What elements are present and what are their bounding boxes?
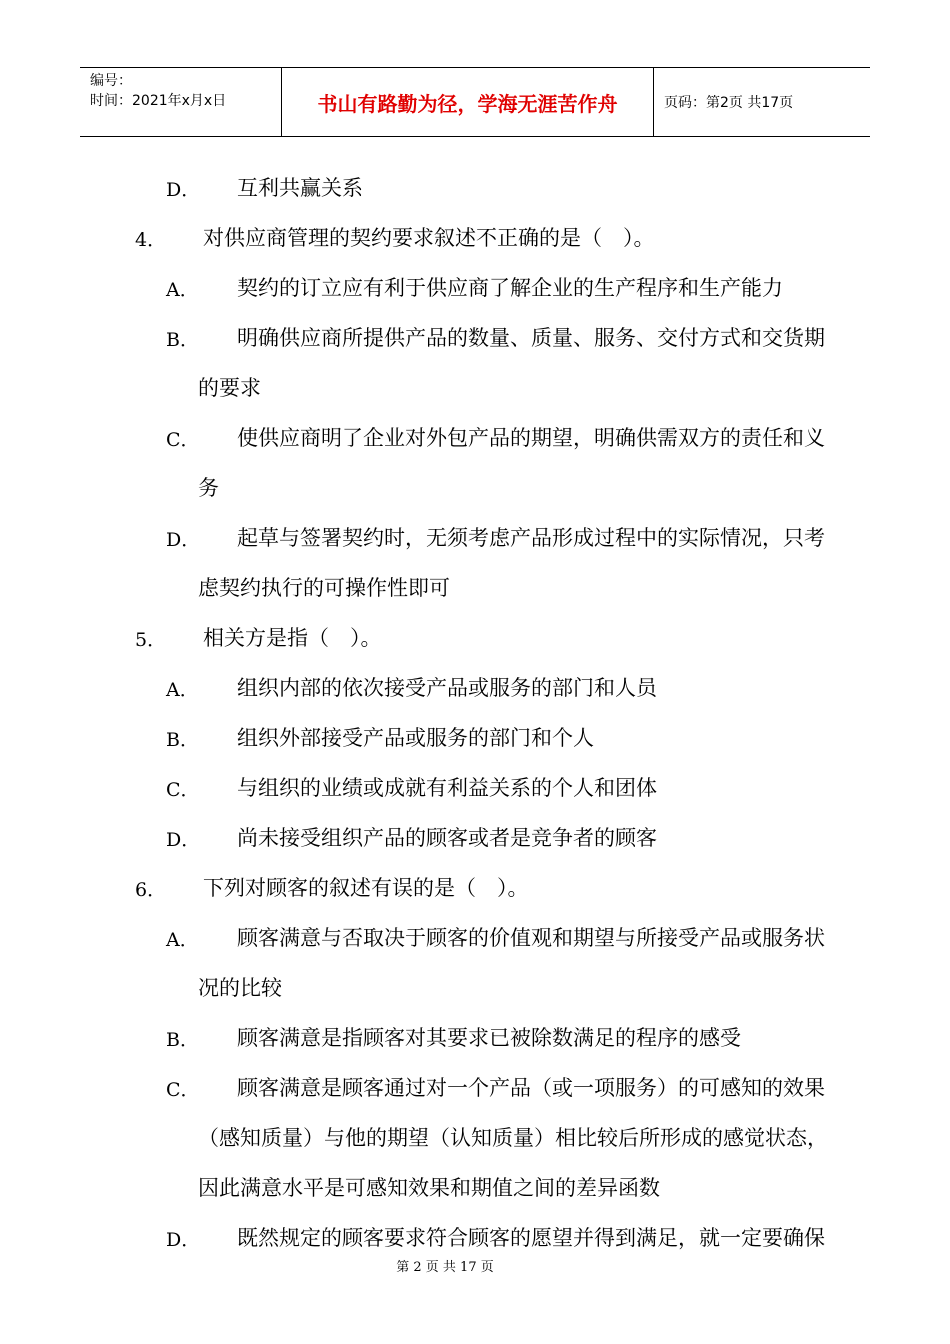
number-label: 编号： [90,73,132,89]
question-number: 5． [135,629,167,651]
option-text-continued: 的要求 [198,376,261,400]
date-label: 时间：2021年x月x日 [90,93,227,109]
question-number: 6． [135,879,167,901]
question-text: 下列对顾客的叙述有误的是（ ）。 [203,876,529,900]
option-mark: A． [166,279,199,301]
option-mark: B． [166,329,199,351]
option-text: 尚未接受组织产品的顾客或者是竞争者的顾客 [237,826,657,850]
option-text: 组织外部接受产品或服务的部门和个人 [237,726,594,750]
option-text: 明确供应商所提供产品的数量、质量、服务、交付方式和交货期 [237,326,825,350]
option-mark: D． [166,529,201,551]
option-text: 使供应商明了企业对外包产品的期望，明确供需双方的责任和义 [237,426,825,450]
option-text: 互利共赢关系 [237,176,363,200]
page-footer [0,1256,950,1275]
footer-page-number: 第 2 页 共 17 页 [396,1260,494,1275]
option-mark: B． [166,729,199,751]
question-text: 相关方是指（ ）。 [203,626,382,650]
option-text: 顾客满意与否取决于顾客的价值观和期望与所接受产品或服务状 [237,926,825,950]
header-page-info: 页码：第2页 共17页 [664,95,794,111]
option-mark: A． [166,679,199,701]
option-text: 组织内部的依次接受产品或服务的部门和人员 [237,676,657,700]
option-mark: D． [166,1229,201,1251]
option-mark: C． [166,779,200,801]
option-text: 契约的订立应有利于供应商了解企业的生产程序和生产能力 [237,276,783,300]
option-text-continued: 务 [198,476,219,500]
header-motto: 书山有路勤为径，学海无涯苦作舟 [317,91,618,116]
option-mark: C． [166,429,200,451]
option-mark: A． [166,929,199,951]
option-text-continued: 况的比较 [198,976,282,1000]
option-mark: D． [166,179,201,201]
option-text: 起草与签署契约时，无须考虑产品形成过程中的实际情况，只考 [237,526,825,550]
option-text-continued: 虑契约执行的可操作性即可 [198,576,450,600]
question-number: 4． [135,229,167,251]
option-text: 顾客满意是顾客通过对一个产品（或一项服务）的可感知的效果 [237,1076,825,1100]
option-text: 顾客满意是指顾客对其要求已被除数满足的程序的感受 [237,1026,741,1050]
option-text-continued: （感知质量）与他的期望（认知质量）相比较后所形成的感觉状态， [198,1126,828,1150]
option-text-continued: 因此满意水平是可感知效果和期值之间的差异函数 [198,1176,660,1200]
option-mark: B． [166,1029,199,1051]
header-meta [80,68,282,136]
question-text: 对供应商管理的契约要求叙述不正确的是（ ）。 [203,226,655,250]
header-motto-cell [282,68,654,136]
option-text: 既然规定的顾客要求符合顾客的愿望并得到满足，就一定要确保 [237,1226,825,1250]
option-text: 与组织的业绩或成就有利益关系的个人和团体 [237,776,657,800]
page-header [80,67,870,137]
option-mark: D． [166,829,201,851]
option-mark: C． [166,1079,200,1101]
